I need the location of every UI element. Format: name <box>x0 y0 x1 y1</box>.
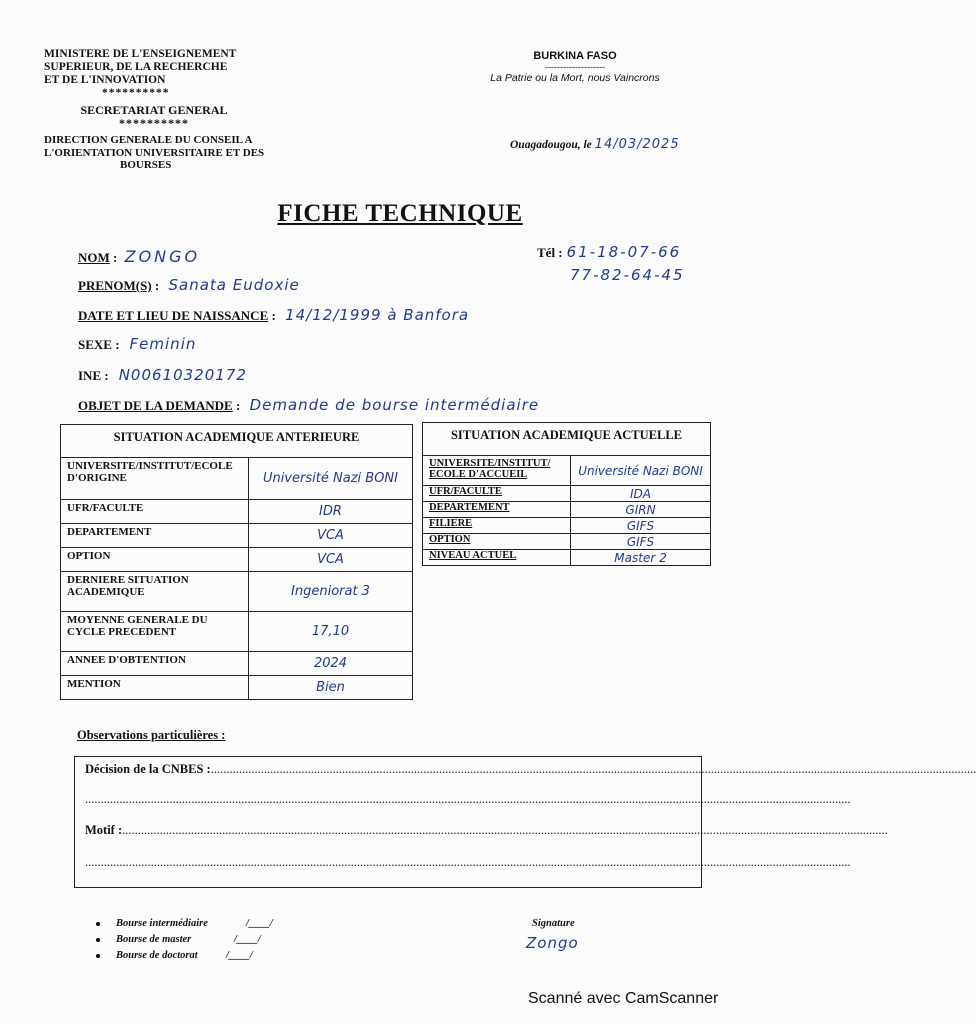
bullet-icon <box>96 922 100 926</box>
ine-row <box>78 366 247 385</box>
row-value: GIFS <box>571 534 711 550</box>
national-motto: La Patrie ou la Mort, nous Vaincrons <box>490 72 660 84</box>
row-value: VCA <box>249 524 413 548</box>
bourse-blank: /____/ <box>246 918 273 929</box>
ine-label: INE : <box>78 368 109 383</box>
table-situation-anterieure <box>60 424 413 700</box>
bullet-icon <box>96 954 100 958</box>
row-label: DEPARTEMENT <box>423 502 571 518</box>
row-value: IDR <box>249 500 413 524</box>
bourse-blank: /____/ <box>226 950 253 961</box>
row-label: UNIVERSITE/INSTITUT/ECOLE D'ORIGINE <box>61 458 249 500</box>
observations-title: Observations particulières : <box>77 728 226 742</box>
dotted-fill: ..................................................................................................................................................................................................................................................... <box>210 762 976 776</box>
list-item <box>96 932 273 948</box>
bullet-icon <box>96 938 100 942</box>
bourse-label: Bourse de master <box>116 934 192 945</box>
list-item <box>96 916 273 932</box>
row-value: 2024 <box>249 652 413 676</box>
direction-block <box>44 134 294 172</box>
prenom-row: PRENOM(S) : Sanata Eudoxie <box>78 276 300 294</box>
row-label: UFR/FACULTE <box>423 486 571 502</box>
dotted-line <box>85 792 851 807</box>
row-label: ANNEE D'OBTENTION <box>61 652 249 676</box>
signature-label: Signature <box>532 918 575 929</box>
dotted-fill: ..................................................................................................................................................................................................................................................... <box>85 792 851 806</box>
row-label: NIVEAU ACTUEL <box>423 550 571 566</box>
motif-line <box>85 823 888 838</box>
direction-line-2: L'ORIENTATION UNIVERSITAIRE ET DES <box>44 146 265 159</box>
bourse-list <box>96 916 273 964</box>
scanner-footer: Scanné avec CamScanner <box>528 990 719 1007</box>
row-value: Bien <box>249 676 413 700</box>
nom-value: ZONGO <box>124 247 201 266</box>
document-date: 14/03/2025 <box>594 137 680 152</box>
direction-line-1: DIRECTION GENERALE DU CONSEIL A <box>44 134 253 146</box>
country-block <box>470 50 680 84</box>
country-dash: -------------------- <box>545 62 605 72</box>
row-label: FILIERE <box>423 518 571 534</box>
row-label: OPTION <box>423 534 571 550</box>
sexe-row <box>78 335 196 354</box>
prenom-label: PRENOM(S) <box>78 278 152 293</box>
row-value: Université Nazi BONI <box>571 456 711 486</box>
naissance-label: DATE ET LIEU DE NAISSANCE <box>78 308 269 323</box>
secretariat-block <box>44 104 264 130</box>
ine-value: N00610320172 <box>118 366 247 384</box>
sexe-label: SEXE : <box>78 337 120 352</box>
table-heading: SITUATION ACADEMIQUE ANTERIEURE <box>61 425 413 458</box>
sexe-value: Feminin <box>129 335 197 353</box>
tel-row <box>537 243 681 262</box>
decision-label: Décision de la CNBES : <box>85 762 211 776</box>
row-value: IDA <box>571 486 711 502</box>
place-prefix: Ouagadougou, le <box>510 139 592 151</box>
dotted-fill: ..................................................................................................................................................................................................................................................... <box>122 823 888 837</box>
row-label: DEPARTEMENT <box>61 524 249 548</box>
signature: Zongo <box>526 934 579 952</box>
secretariat-general: SECRETARIAT GENERAL <box>80 103 228 117</box>
motif-label: Motif : <box>85 823 123 837</box>
objet-label: OBJET DE LA DEMANDE <box>78 398 233 413</box>
table-situation-actuelle <box>422 422 711 566</box>
nom-row: NOM : ZONGO <box>78 247 201 266</box>
objet-row: OBJET DE LA DEMANDE : Demande de bourse intermédiaire <box>78 396 540 414</box>
ministry-header <box>44 48 294 100</box>
row-value: Master 2 <box>571 550 711 566</box>
row-label: UNIVERSITE/INSTITUT/ ECOLE D'ACCUEIL <box>423 456 571 486</box>
dotted-line <box>85 855 851 870</box>
decision-line <box>85 762 976 777</box>
row-value: VCA <box>249 548 413 572</box>
list-item <box>96 948 273 964</box>
row-label: OPTION <box>61 548 249 572</box>
country-name: BURKINA FASO <box>533 50 617 62</box>
bourse-label: Bourse intermédiaire <box>116 918 208 929</box>
ministry-line-2: SUPERIEUR, DE LA RECHERCHE <box>44 61 228 73</box>
row-value: Université Nazi BONI <box>249 458 413 500</box>
row-value: 17,10 <box>249 612 413 652</box>
objet-value: Demande de bourse intermédiaire <box>249 396 540 414</box>
row-label: UFR/FACULTE <box>61 500 249 524</box>
direction-line-3: BOURSES <box>120 159 172 171</box>
table-heading: SITUATION ACADEMIQUE ACTUELLE <box>423 423 711 456</box>
prenom-value: Sanata Eudoxie <box>168 276 300 294</box>
tel-label: Tél : <box>537 245 563 260</box>
row-value: GIFS <box>571 518 711 534</box>
tel-value-1: 61-18-07-66 <box>566 243 682 261</box>
bourse-blank: /____/ <box>234 934 261 945</box>
row-label: MENTION <box>61 676 249 700</box>
ministry-line-1: MINISTERE DE L'ENSEIGNEMENT <box>44 48 237 60</box>
nom-label: NOM <box>78 250 110 265</box>
dotted-fill: ..................................................................................................................................................................................................................................................... <box>85 855 851 869</box>
row-value: Ingeniorat 3 <box>249 572 413 612</box>
observations-box <box>74 756 976 888</box>
row-label: MOYENNE GENERALE DU CYCLE PRECEDENT <box>61 612 249 652</box>
place-date <box>510 137 680 152</box>
row-value: GIRN <box>571 502 711 518</box>
bourse-label: Bourse de doctorat <box>116 950 198 961</box>
naissance-row: DATE ET LIEU DE NAISSANCE : 14/12/1999 à Banfora <box>78 306 470 324</box>
naissance-value: 14/12/1999 à Banfora <box>285 306 470 324</box>
tel-value-2: 77-82-64-45 <box>570 266 685 284</box>
stars-separator-2: ********** <box>119 116 189 130</box>
ministry-line-3: ET DE L'INNOVATION <box>44 74 166 86</box>
stars-separator: ********** <box>102 87 170 99</box>
row-label: DERNIERE SITUATION ACADEMIQUE <box>61 572 249 612</box>
page-title: FICHE TECHNIQUE <box>277 200 523 227</box>
